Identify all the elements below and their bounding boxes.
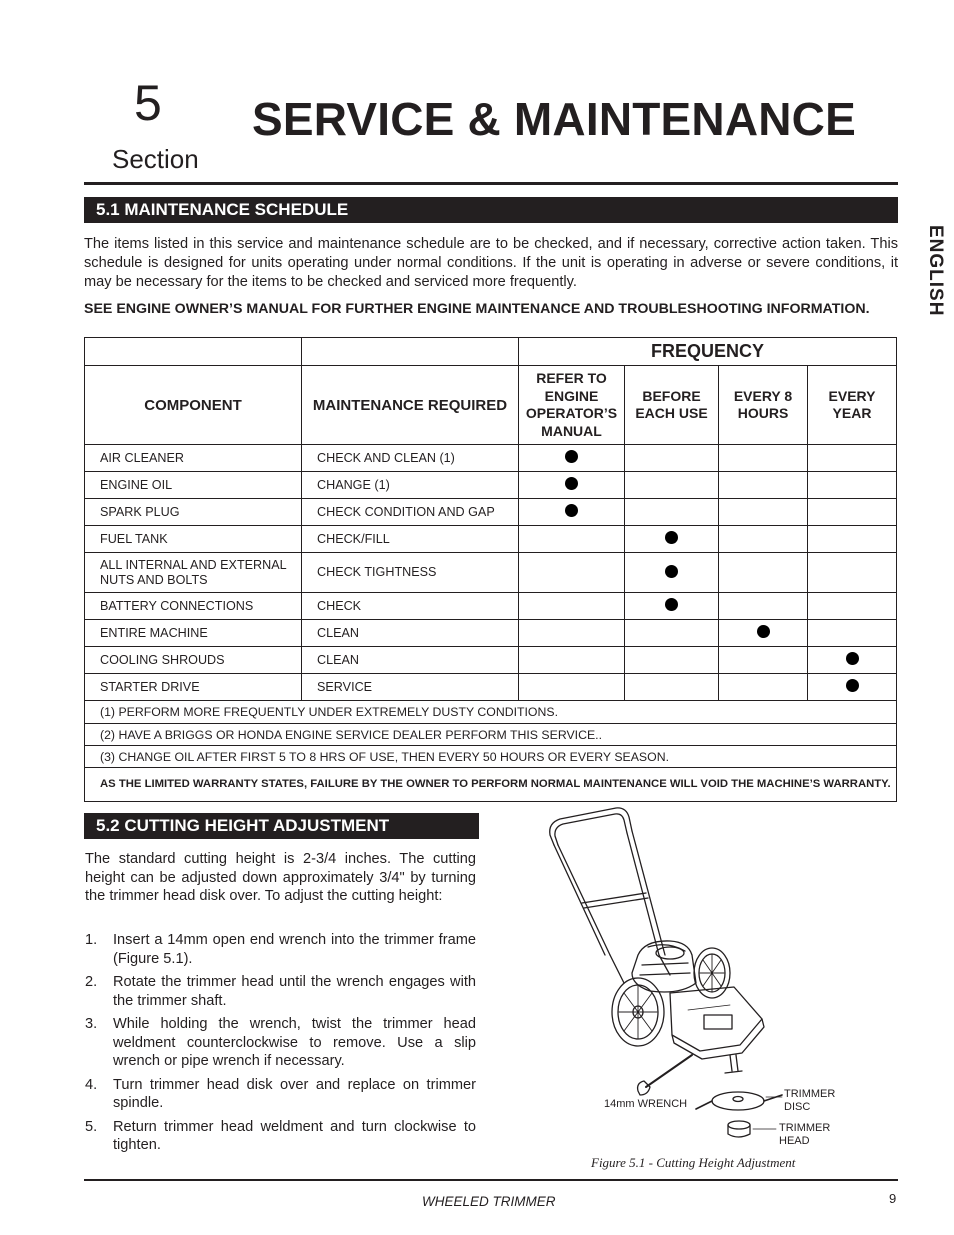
step-text: Return trimmer head weldment and turn clockwise to tighten. [113, 1118, 476, 1153]
frequency-dot-icon [665, 565, 678, 578]
step-text: Turn trimmer head disk over and replace on trimmer spindle. [113, 1076, 476, 1111]
frequency-dot-icon [846, 652, 859, 665]
frequency-cell [519, 674, 625, 701]
frequency-dot-icon [565, 450, 578, 463]
frequency-cell [808, 620, 897, 647]
frequency-cell [625, 445, 719, 472]
list-item [85, 1118, 476, 1155]
component-cell: ENGINE OIL [85, 472, 302, 499]
component-cell: ALL INTERNAL AND EXTERNAL NUTS AND BOLTS [85, 553, 302, 593]
frequency-cell [808, 499, 897, 526]
frequency-cell [519, 593, 625, 620]
frequency-cell [625, 553, 719, 593]
maintenance-schedule-heading: 5.1 MAINTENANCE SCHEDULE [84, 197, 898, 223]
component-cell: STARTER DRIVE [85, 674, 302, 701]
frequency-dot-icon [665, 598, 678, 611]
frequency-cell [719, 647, 808, 674]
table-row [85, 647, 897, 674]
maintenance-cell: CHANGE (1) [302, 472, 519, 499]
table-row [85, 620, 897, 647]
table-note-row [85, 701, 897, 724]
frequency-cell [808, 472, 897, 499]
component-cell: SPARK PLUG [85, 499, 302, 526]
table-blank-cell [85, 338, 302, 366]
table-row [85, 472, 897, 499]
frequency-cell [625, 499, 719, 526]
frequency-cell [519, 526, 625, 553]
table-frequency-row [85, 338, 897, 366]
frequency-cell [808, 553, 897, 593]
component-cell: AIR CLEANER [85, 445, 302, 472]
step-text: While holding the wrench, twist the trimmer head weldment counterclockwise to remove. Use a slip wrench or pipe wrench if necessary. [113, 1016, 476, 1069]
table-row [85, 553, 897, 593]
frequency-dot-icon [846, 679, 859, 692]
trimmer-disc-label-1: TRIMMER [784, 1088, 836, 1100]
step-number: 1. [85, 932, 98, 948]
frequency-cell [808, 674, 897, 701]
frequency-cell [625, 674, 719, 701]
frequency-cell [625, 620, 719, 647]
frequency-cell [808, 593, 897, 620]
frequency-cell [625, 647, 719, 674]
maintenance-column-header: MAINTENANCE REQUIRED [302, 366, 519, 445]
table-row [85, 445, 897, 472]
maintenance-cell: CLEAN [302, 647, 519, 674]
frequency-cell [719, 445, 808, 472]
frequency-cell [719, 499, 808, 526]
maintenance-intro: The items listed in this service and maintenance schedule are to be checked, and if necessary, corrective action taken. This schedule is designed for units operating under normal conditions. If the unit is operating in adverse or severe conditions, it may be necessary for the items to be checked and serviced more frequently. [84, 236, 898, 290]
freq-column-header: EVERY YEAR [808, 366, 897, 445]
frequency-cell [808, 647, 897, 674]
frequency-cell [625, 593, 719, 620]
table-note-row [85, 746, 897, 768]
frequency-cell [519, 445, 625, 472]
warranty-note: AS THE LIMITED WARRANTY STATES, FAILURE BY THE OWNER TO PERFORM NORMAL MAINTENANCE WILL VOID THE MACHINE’S WARRANTY. [85, 768, 897, 802]
frequency-cell [719, 674, 808, 701]
language-label: ENGLISH [925, 225, 946, 317]
list-item [85, 1076, 476, 1113]
component-cell: COOLING SHROUDS [85, 647, 302, 674]
maintenance-warning: SEE ENGINE OWNER’S MANUAL FOR FURTHER ENGINE MAINTENANCE AND TROUBLESHOOTING INFORMATION. [84, 301, 870, 317]
table-header-row [85, 366, 897, 445]
component-column-header: COMPONENT [85, 366, 302, 445]
freq-column-header: EVERY 8 HOURS [719, 366, 808, 445]
cutting-height-intro: The standard cutting height is 2-3/4 inches. The cutting height can be adjusted down approximately 3/4" by turning the trimmer head disk over. To adjust the cutting height: [85, 851, 476, 904]
frequency-cell [519, 620, 625, 647]
maintenance-schedule-table [84, 337, 897, 802]
step-number: 2. [85, 974, 98, 990]
table-row [85, 499, 897, 526]
table-note: (3) CHANGE OIL AFTER FIRST 5 TO 8 HRS OF USE, THEN EVERY 50 HOURS OR EVERY SEASON. [85, 746, 897, 768]
title-rule [84, 182, 898, 185]
frequency-header: FREQUENCY [519, 338, 897, 366]
frequency-cell [519, 499, 625, 526]
frequency-cell [808, 526, 897, 553]
freq-column-header: BEFORE EACH USE [625, 366, 719, 445]
warranty-note-row [85, 768, 897, 802]
frequency-dot-icon [565, 477, 578, 490]
page-title: SERVICE & MAINTENANCE [252, 93, 856, 145]
maintenance-cell: CHECK [302, 593, 519, 620]
footer-title: WHEELED TRIMMER [422, 1194, 556, 1209]
frequency-cell [719, 526, 808, 553]
component-cell: BATTERY CONNECTIONS [85, 593, 302, 620]
step-number: 4. [85, 1076, 98, 1093]
step-number: 3. [85, 1016, 98, 1032]
table-note: (1) PERFORM MORE FREQUENTLY UNDER EXTREMELY DUSTY CONDITIONS. [85, 701, 897, 724]
frequency-cell [719, 620, 808, 647]
table-row [85, 593, 897, 620]
cutting-height-heading: 5.2 CUTTING HEIGHT ADJUSTMENT [84, 813, 479, 839]
language-side-tab [908, 225, 948, 345]
frequency-cell [719, 553, 808, 593]
list-item [85, 973, 476, 1010]
section-number: 5 [134, 75, 162, 131]
component-cell: ENTIRE MACHINE [85, 620, 302, 647]
frequency-cell [719, 593, 808, 620]
frequency-cell [519, 553, 625, 593]
list-item [85, 1015, 476, 1071]
maintenance-cell: CHECK/FILL [302, 526, 519, 553]
component-cell: FUEL TANK [85, 526, 302, 553]
frequency-cell [719, 472, 808, 499]
frequency-dot-icon [757, 625, 770, 638]
section-word: Section [112, 144, 199, 174]
table-note-row [85, 724, 897, 746]
maintenance-cell: SERVICE [302, 674, 519, 701]
maintenance-cell: CHECK TIGHTNESS [302, 553, 519, 593]
footer-rule [84, 1179, 898, 1181]
maintenance-cell: CHECK AND CLEAN (1) [302, 445, 519, 472]
maintenance-cell: CHECK CONDITION AND GAP [302, 499, 519, 526]
trimmer-illustration [520, 805, 900, 1150]
trimmer-head-label-1: TRIMMER [779, 1122, 831, 1134]
wheeled-trimmer-figure [520, 805, 900, 1150]
step-number: 5. [85, 1118, 98, 1135]
page-number: 9 [889, 1191, 897, 1206]
frequency-cell [808, 445, 897, 472]
table-note: (2) HAVE A BRIGGS OR HONDA ENGINE SERVICE DEALER PERFORM THIS SERVICE.. [85, 724, 897, 746]
list-item [85, 931, 476, 968]
freq-column-header: REFER TO ENGINE OPERATOR’S MANUAL [519, 366, 625, 445]
frequency-cell [519, 472, 625, 499]
table-row [85, 674, 897, 701]
cutting-steps-list [85, 931, 476, 1160]
frequency-dot-icon [565, 504, 578, 517]
frequency-dot-icon [665, 531, 678, 544]
frequency-cell [519, 647, 625, 674]
maintenance-cell: CLEAN [302, 620, 519, 647]
wrench-label: 14mm WRENCH [604, 1098, 688, 1110]
step-text: Insert a 14mm open end wrench into the trimmer frame (Figure 5.1). [113, 932, 476, 967]
trimmer-head-label-2: HEAD [779, 1135, 810, 1147]
step-text: Rotate the trimmer head until the wrench engages with the trimmer shaft. [113, 974, 476, 1009]
table-blank-cell [302, 338, 519, 366]
frequency-cell [625, 472, 719, 499]
figure-caption: Figure 5.1 - Cutting Height Adjustment [591, 1155, 796, 1170]
frequency-cell [625, 526, 719, 553]
table-row [85, 526, 897, 553]
trimmer-disc-label-2: DISC [784, 1101, 811, 1113]
